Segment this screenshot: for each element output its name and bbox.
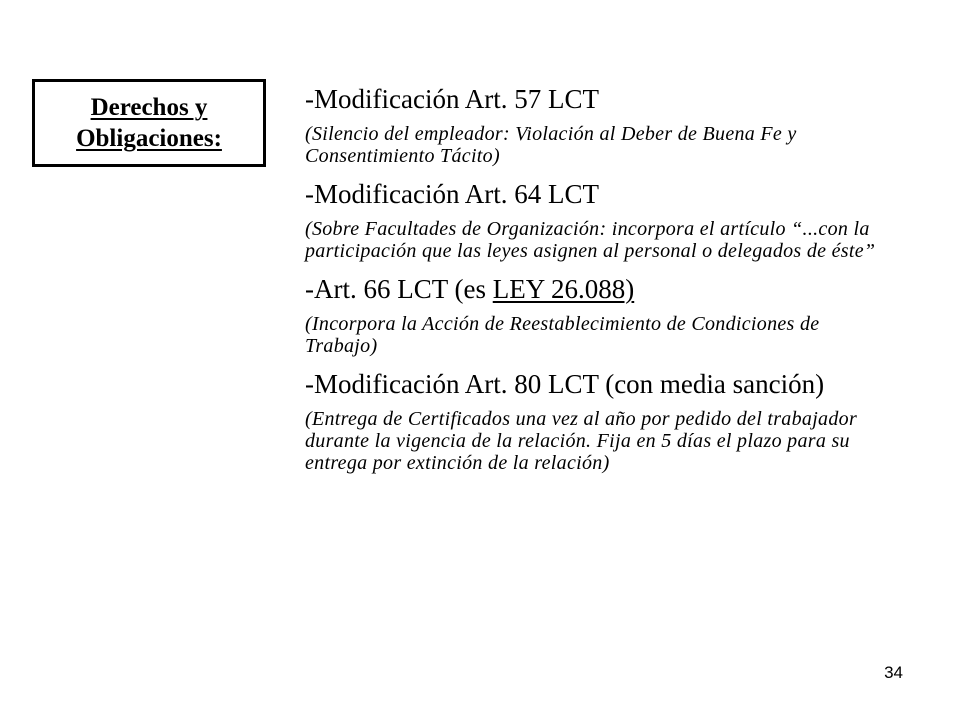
section-title-line-1: Derechos y (90, 94, 208, 121)
item-heading-art-57: -Modificación Art. 57 LCT (305, 84, 599, 114)
page-number: 34 (884, 663, 903, 682)
content-list (305, 85, 905, 487)
section-title-line-2: Obligaciones: (76, 125, 222, 152)
list-item-art-80 (305, 370, 905, 474)
law-reference-link: LEY 26.088) (492, 274, 635, 304)
list-item-art-66 (305, 275, 905, 357)
section-title-box (32, 79, 266, 167)
list-item-art-57 (305, 85, 905, 167)
item-heading-art-80: -Modificación Art. 80 LCT (con media sanción) (305, 369, 825, 399)
item-heading-art-66-prefix: -Art. 66 LCT (es (305, 274, 493, 304)
item-note-art-64: (Sobre Facultades de Organización: incorpora el artículo “...con la participación que las leyes asignen al personal o delegados de éste” (305, 218, 876, 262)
item-heading-art-64: -Modificación Art. 64 LCT (305, 179, 599, 209)
item-note-art-80: (Entrega de Certificados una vez al año por pedido del trabajador durante la vigencia de la relación. Fija en 5 días el plazo para su entrega por extinción de la relación) (305, 408, 858, 474)
item-heading-art-66 (305, 275, 905, 304)
item-note-art-57: (Silencio del empleador: Violación al Deber de Buena Fe y Consentimiento Tácito) (305, 123, 797, 167)
item-note-art-66: (Incorpora la Acción de Reestablecimiento de Condiciones de Trabajo) (305, 313, 820, 357)
list-item-art-64 (305, 180, 905, 262)
